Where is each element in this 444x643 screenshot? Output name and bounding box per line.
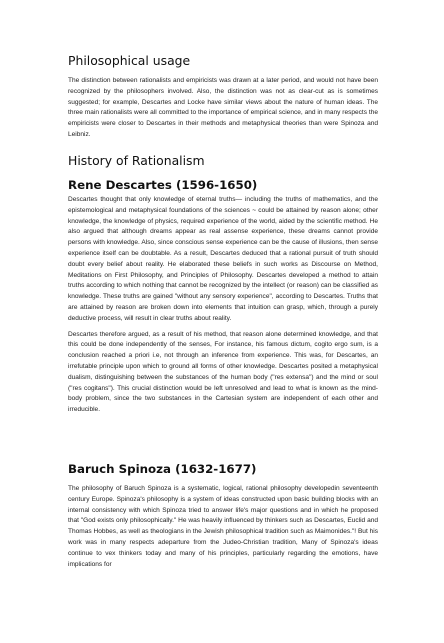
section-philosophical-usage	[68, 53, 378, 141]
heading-rene-descartes: Rene Descartes (1596-1650)	[68, 178, 258, 192]
section-rene-descartes	[68, 178, 378, 416]
heading-history-of-rationalism: History of Rationalism	[68, 153, 205, 168]
section-history-of-rationalism	[68, 153, 378, 169]
paragraph-philosophical-usage: The distinction between rationalists and empiricists was drawn at a later period, and would not have been recognized by the philosophers involved. Also, the distinction was not as clear-cut as is sometimes suggested; for example, Descartes and Locke have similar views about the nature of human ideas. The three main rationalists were all committed to the importance of empirical science, and in many respects the empiricists were closer to Descartes in their methods and metaphysical theories than were Spinoza and Leibniz.	[68, 77, 378, 138]
paragraph-spinoza-1: The philosophy of Baruch Spinoza is a systematic, logical, rational philosophy developedin seventeenth century Europe. Spinoza's philosophy is a system of ideas constructed upon basic building blocks with an internal consistency with which Spinoza tried to answer life's major questions and in which he proposed that "God exists only philosophically." He was heavily influenced by thinkers such as Descartes, Euclid and Thomas Hobbes, as well as theologians in the Jewish philosophical tradition such as Maimonides."! But his work was in many respects adeparture from the Judeo-Christian tradition, Many of Spinoza's ideas continue to vex thinkers today and many of his principles, particularly regarding the emotions, have implications for	[68, 485, 378, 568]
section-baruch-spinoza	[68, 462, 378, 570]
heading-baruch-spinoza: Baruch Spinoza (1632-1677)	[68, 462, 257, 476]
paragraph-descartes-1: Descartes thought that only knowledge of eternal truths— including the truths of mathematics, and the epistemological and metaphysical foundations of the sciences ~ could be attained by reason alone; other knowledge, the knowledge of physics, required experience of the world, aided by the scientific method. He also argued that although dreams appear as real assense experience, these dreams cannot provide persons with knowledge. Also, since conscious sense experience can be the cause of illusions, then sense experience itself can be doubtable. As a result, Descartes deduced that a rational pursuit of truth should doubt every belief about reality. He elaborated these beliefs in such works as Discourse on Method, Meditations on First Philosophy, and Principles of Philosophy. Descartes developed a method to attain truths according to which nothing that cannot be recognized by the intellect (or reason) can be classified as knowledge. These truths are gained "without any sensory experience", according to Descartes. Truths that are attained by reason are broken down into elements that intuition can grasp, which, through a purely deductive process, will result in clear truths about reality.	[68, 196, 378, 322]
paragraph-descartes-2: Descartes therefore argued, as a result of his method, that reason alone determined knowledge, and that this could be done independently of the senses, For instance, his famous dictum, cogito ergo sum, is a conclusion reached a priori i.e, not through an inference from experience. This was, for Descartes, an irrefutable principle upon which to ground all forms of other knowledge. Descartes posited a metaphysical dualism, distinguishing between the substances of the human body ("res extensa") and the mind or soul ("res cogitans"). This crucial distinction would be left unresolved and lead to what is known as the mind-body problem, since the two substances in the Cartesian system are independent of each other and irreducible.	[68, 330, 378, 414]
heading-philosophical-usage: Philosophical usage	[68, 53, 191, 68]
